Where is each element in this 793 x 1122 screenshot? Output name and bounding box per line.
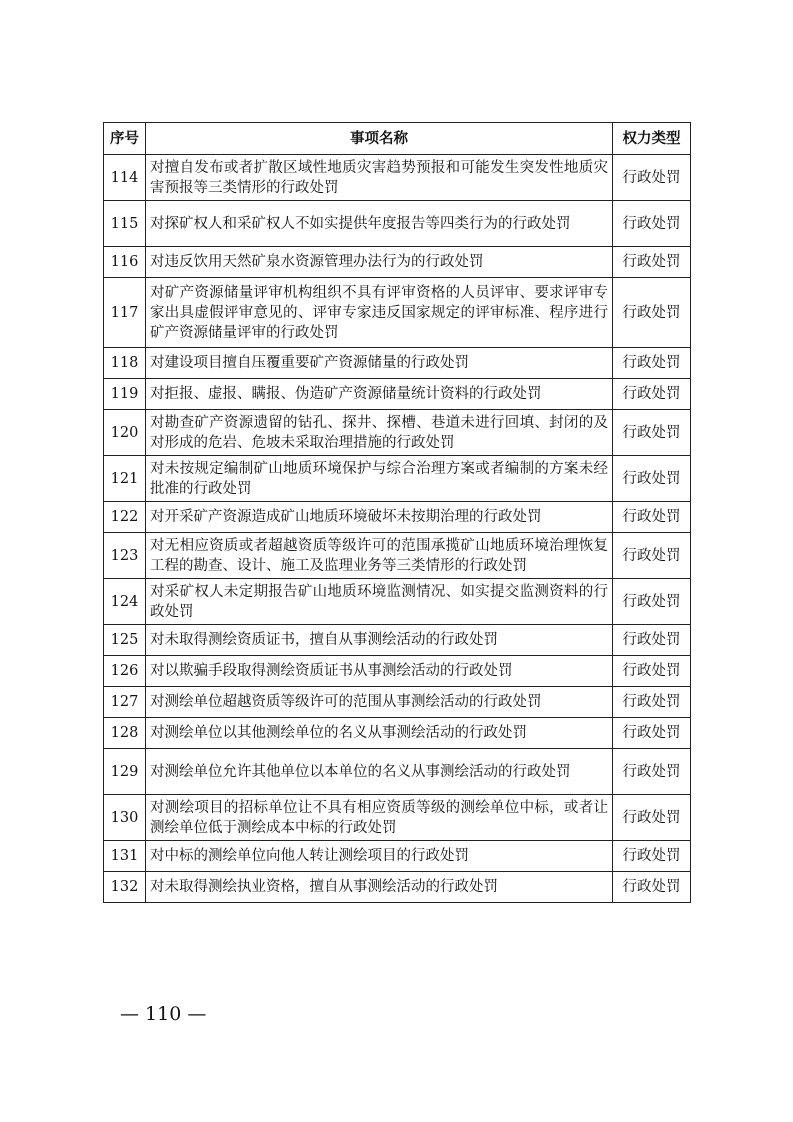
row-index: 118	[104, 348, 146, 379]
row-name: 对无相应资质或者超越资质等级许可的范围承揽矿山地质环境治理恢复工程的勘查、设计、施工及监理业务等三类情形的行政处罚	[146, 533, 613, 579]
table-row	[104, 533, 691, 579]
row-type: 行政处罚	[613, 348, 691, 379]
table-row	[104, 456, 691, 502]
row-name: 对测绘单位以其他测绘单位的名义从事测绘活动的行政处罚	[146, 718, 613, 749]
table-row	[104, 348, 691, 379]
matters-table	[103, 122, 691, 903]
row-type: 行政处罚	[613, 687, 691, 718]
row-name: 对中标的测绘单位向他人转让测绘项目的行政处罚	[146, 841, 613, 872]
row-index: 120	[104, 410, 146, 456]
row-index: 122	[104, 502, 146, 533]
row-index: 128	[104, 718, 146, 749]
row-name: 对开采矿产资源造成矿山地质环境破坏未按期治理的行政处罚	[146, 502, 613, 533]
row-type: 行政处罚	[613, 533, 691, 579]
page-number: — 110 —	[120, 1003, 207, 1025]
row-name: 对拒报、虚报、瞒报、伪造矿产资源储量统计资料的行政处罚	[146, 379, 613, 410]
row-name: 对探矿权人和采矿权人不如实提供年度报告等四类行为的行政处罚	[146, 201, 613, 247]
row-index: 121	[104, 456, 146, 502]
row-name: 对未按规定编制矿山地质环境保护与综合治理方案或者编制的方案未经批准的行政处罚	[146, 456, 613, 502]
row-type: 行政处罚	[613, 456, 691, 502]
row-name: 对以欺骗手段取得测绘资质证书从事测绘活动的行政处罚	[146, 656, 613, 687]
row-index: 124	[104, 579, 146, 625]
row-name: 对违反饮用天然矿泉水资源管理办法行为的行政处罚	[146, 247, 613, 278]
row-name: 对矿产资源储量评审机构组织不具有评审资格的人员评审、要求评审专家出具虚假评审意见的、评审专家违反国家规定的评审标准、程序进行矿产资源储量评审的行政处罚	[146, 278, 613, 348]
row-type: 行政处罚	[613, 841, 691, 872]
table-row	[104, 749, 691, 795]
row-index: 119	[104, 379, 146, 410]
row-name: 对建设项目擅自压覆重要矿产资源储量的行政处罚	[146, 348, 613, 379]
table-row	[104, 795, 691, 841]
table-row	[104, 247, 691, 278]
header-type: 权力类型	[613, 123, 691, 155]
row-type: 行政处罚	[613, 247, 691, 278]
header-name: 事项名称	[146, 123, 613, 155]
table-row	[104, 687, 691, 718]
row-index: 116	[104, 247, 146, 278]
table-row	[104, 379, 691, 410]
table-row	[104, 841, 691, 872]
header-index: 序号	[104, 123, 146, 155]
row-name: 对勘查矿产资源遗留的钻孔、探井、探槽、巷道未进行回填、封闭的及对形成的危岩、危坡未采取治理措施的行政处罚	[146, 410, 613, 456]
row-index: 115	[104, 201, 146, 247]
table-row	[104, 201, 691, 247]
row-name: 对未取得测绘执业资格，擅自从事测绘活动的行政处罚	[146, 872, 613, 903]
row-name: 对测绘单位允许其他单位以本单位的名义从事测绘活动的行政处罚	[146, 749, 613, 795]
table-row	[104, 718, 691, 749]
row-index: 117	[104, 278, 146, 348]
row-type: 行政处罚	[613, 155, 691, 201]
table-row	[104, 579, 691, 625]
row-index: 132	[104, 872, 146, 903]
row-index: 127	[104, 687, 146, 718]
row-type: 行政处罚	[613, 579, 691, 625]
row-index: 123	[104, 533, 146, 579]
table-row	[104, 502, 691, 533]
row-name: 对擅自发布或者扩散区域性地质灾害趋势预报和可能发生突发性地质灾害预报等三类情形的行政处罚	[146, 155, 613, 201]
row-index: 131	[104, 841, 146, 872]
row-name: 对测绘单位超越资质等级许可的范围从事测绘活动的行政处罚	[146, 687, 613, 718]
row-index: 129	[104, 749, 146, 795]
row-type: 行政处罚	[613, 201, 691, 247]
table-row	[104, 155, 691, 201]
table-row	[104, 872, 691, 903]
row-type: 行政处罚	[613, 379, 691, 410]
row-index: 126	[104, 656, 146, 687]
row-type: 行政处罚	[613, 718, 691, 749]
row-type: 行政处罚	[613, 872, 691, 903]
row-type: 行政处罚	[613, 278, 691, 348]
row-type: 行政处罚	[613, 656, 691, 687]
table-row	[104, 410, 691, 456]
table-header-row	[104, 123, 691, 155]
row-index: 114	[104, 155, 146, 201]
row-type: 行政处罚	[613, 749, 691, 795]
row-name: 对采矿权人未定期报告矿山地质环境监测情况、如实提交监测资料的行政处罚	[146, 579, 613, 625]
table-row	[104, 625, 691, 656]
row-name: 对未取得测绘资质证书，擅自从事测绘活动的行政处罚	[146, 625, 613, 656]
row-type: 行政处罚	[613, 410, 691, 456]
row-type: 行政处罚	[613, 502, 691, 533]
row-type: 行政处罚	[613, 625, 691, 656]
row-index: 125	[104, 625, 146, 656]
table-row	[104, 656, 691, 687]
row-name: 对测绘项目的招标单位让不具有相应资质等级的测绘单位中标，或者让测绘单位低于测绘成本中标的行政处罚	[146, 795, 613, 841]
row-index: 130	[104, 795, 146, 841]
table-row	[104, 278, 691, 348]
row-type: 行政处罚	[613, 795, 691, 841]
